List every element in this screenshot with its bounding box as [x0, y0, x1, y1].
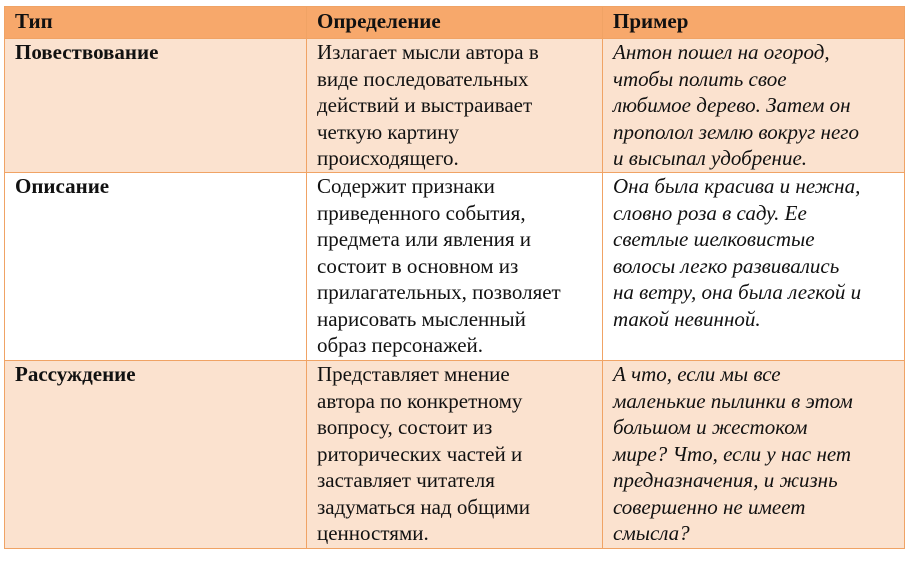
definition-line: четкую картину: [317, 119, 459, 144]
example-line: смысла?: [613, 521, 690, 545]
example-cell: [603, 39, 905, 173]
definition-cell: [307, 39, 603, 173]
definition-line: заставляет читателя: [317, 468, 495, 492]
definition-line: виде последовательных: [317, 66, 529, 91]
example-line: чтобы полить свое: [613, 66, 787, 91]
definition-line: Содержит признаки: [317, 174, 495, 198]
table-row: [5, 39, 905, 173]
example-line: и высыпал удобрение.: [613, 146, 808, 170]
definition-line: Представляет мнение: [317, 362, 510, 386]
type-cell: Повествование: [5, 39, 307, 173]
example-line: словно роза в саду. Ее: [613, 200, 807, 225]
definition-line: происходящего.: [317, 146, 459, 170]
definition-line: образ персонажей.: [317, 333, 484, 357]
example-line: светлые шелковистые: [613, 227, 815, 251]
example-line: мире? Что, если у нас нет: [613, 441, 852, 466]
example-line: предназначения, и жизнь: [613, 468, 838, 492]
header-type: Тип: [5, 7, 307, 39]
header-definition: Определение: [307, 7, 603, 39]
example-line: Она была красива и нежна,: [613, 174, 861, 198]
type-cell: Описание: [5, 173, 307, 361]
definition-line: Излагает мысли автора в: [317, 40, 539, 64]
example-cell: [603, 361, 905, 549]
definition-line: автора по конкретному: [317, 388, 523, 413]
example-line: волосы легко развивались: [613, 253, 840, 278]
definition-line: риторических частей и: [317, 441, 523, 466]
header-example: Пример: [603, 7, 905, 39]
text-types-table: [4, 6, 905, 549]
header-row: [5, 7, 905, 39]
example-line: Антон пошел на огород,: [613, 40, 830, 64]
definition-line: приведенного события,: [317, 200, 526, 225]
example-line: прополол землю вокруг него: [613, 119, 859, 144]
example-line: такой невинной.: [613, 306, 761, 331]
example-line: А что, если мы все: [613, 362, 781, 386]
type-cell: Рассуждение: [5, 361, 307, 549]
definition-line: задуматься над общими: [317, 494, 531, 519]
table-row: [5, 173, 905, 361]
example-line: большом и жестоком: [613, 415, 808, 439]
definition-line: ценностями.: [317, 521, 429, 545]
example-cell: [603, 173, 905, 361]
definition-line: состоит в основном из: [317, 253, 519, 278]
example-line: любимое дерево. Затем он: [613, 93, 851, 117]
definition-cell: [307, 173, 603, 361]
example-line: маленькие пылинки в этом: [613, 388, 853, 413]
definition-cell: [307, 361, 603, 549]
definition-line: действий и выстраивает: [317, 93, 533, 117]
definition-line: нарисовать мысленный: [317, 306, 526, 331]
example-line: на ветру, она была легкой и: [613, 280, 862, 304]
example-line: совершенно не имеет: [613, 494, 806, 519]
definition-line: вопросу, состоит из: [317, 415, 493, 439]
definition-line: прилагательных, позволяет: [317, 280, 561, 304]
table-row: [5, 361, 905, 549]
definition-line: предмета или явления и: [317, 227, 532, 251]
